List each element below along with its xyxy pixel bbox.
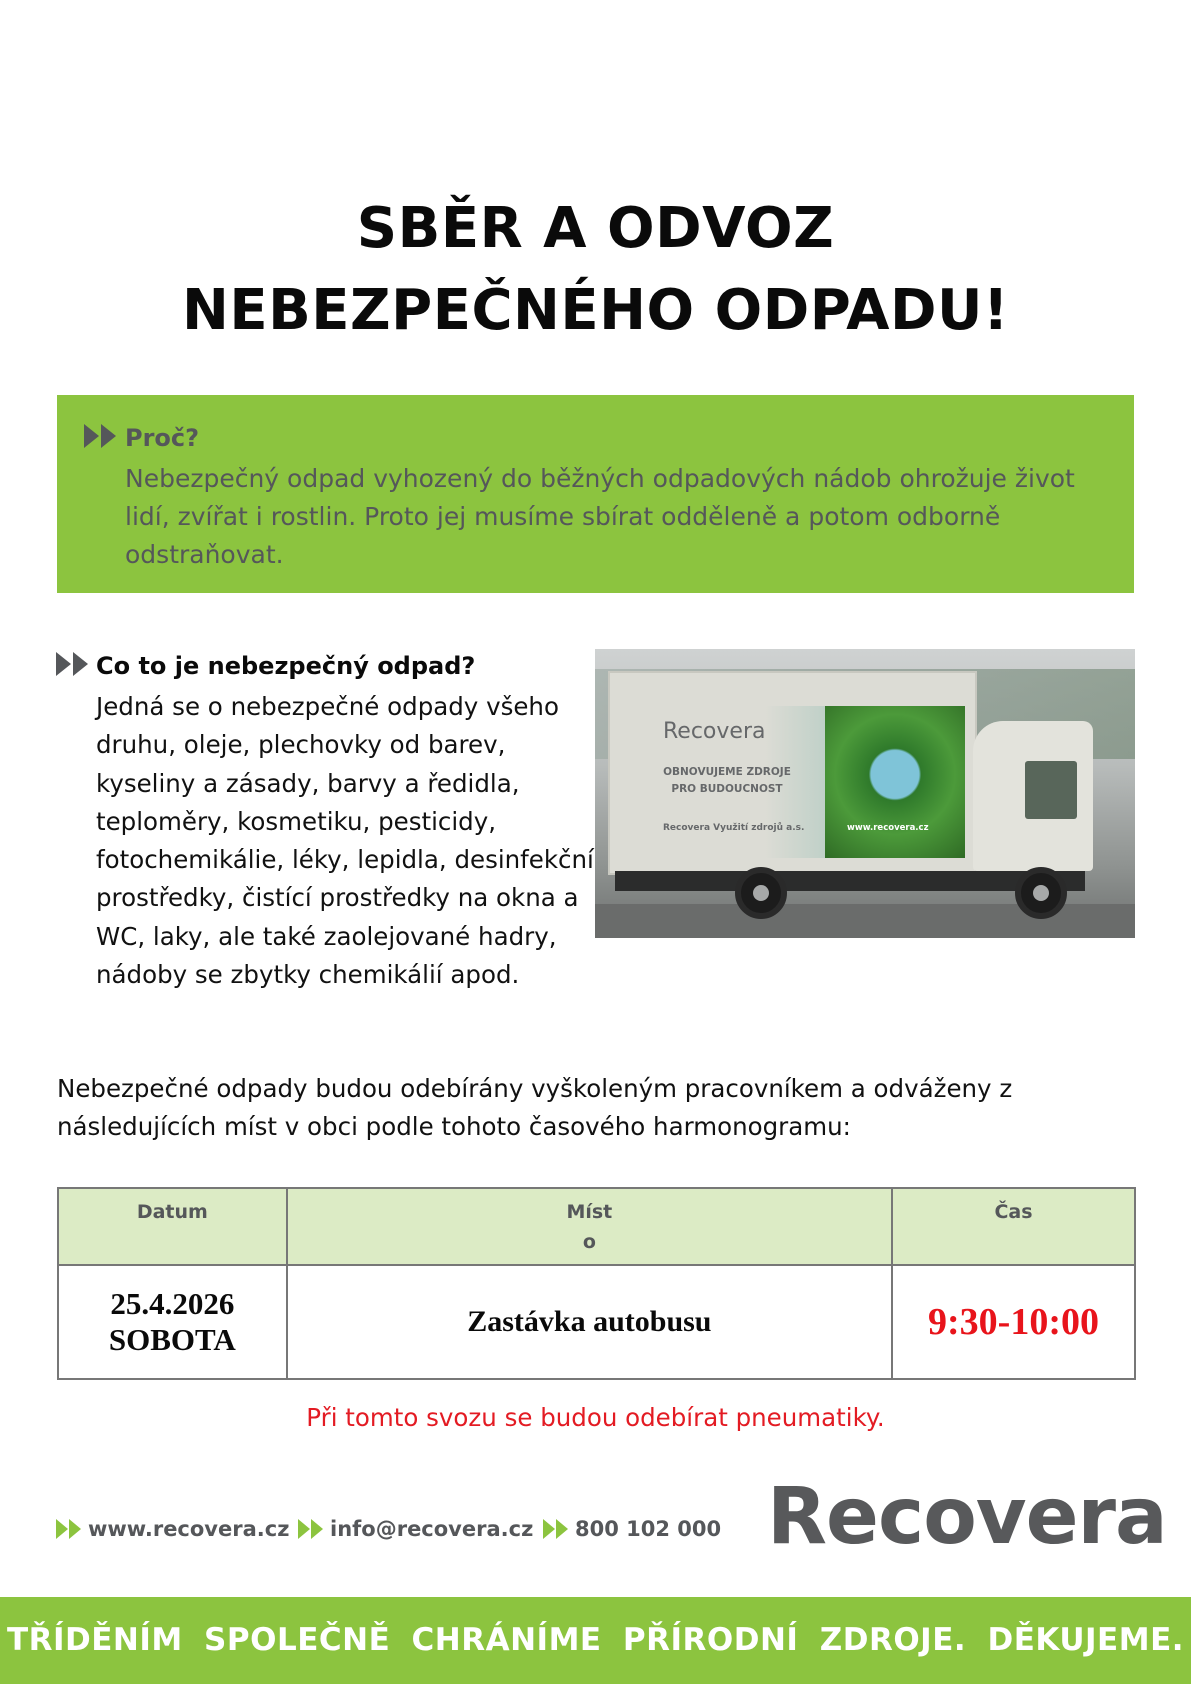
double-arrow-icon (298, 1519, 324, 1539)
cell-time: 9:30-10:00 (892, 1265, 1135, 1379)
contact-web (56, 1517, 289, 1541)
why-text: Nebezpečný odpad vyhozený do běžných odpadových nádob ohrožuje život lidí, zvířat i rostlin. Proto jej musíme sbírat odděleně a potom odborně odstraňovat. (125, 464, 1075, 569)
slogan-line-2: PRO BUDOUCNOST (671, 783, 783, 795)
what-text: Jedná se o nebezpečné odpady všeho druhu, oleje, plechovky od barev, kyseliny a zásady, barvy a ředidla, teploměry, kosmetiku, pesticidy, fotochemikálie, léky, lepidla, desinfekční prostředky, čistící prostředky na okna a WC, laky, ale také zaolejované hadry, nádoby se zbytky chemikálií apod. (96, 692, 594, 990)
what-heading: Co to je nebezpečný odpad? (96, 652, 476, 680)
truck-photo (595, 649, 1135, 938)
header-place-line-1: Míst (566, 1201, 613, 1223)
header-place-line-2: o (582, 1231, 596, 1253)
why-heading: Proč? (125, 424, 200, 452)
footer-slogan: TŘÍDĚNÍM SPOLEČNĚ CHRÁNÍME PŘÍRODNÍ ZDROJE. DĚKUJEME. (6, 1622, 1185, 1658)
header-date: Datum (58, 1188, 287, 1265)
table-header-row (58, 1188, 1135, 1265)
day-value: SOBOTA (108, 1322, 236, 1357)
contact-phone (543, 1517, 721, 1541)
recycle-forest-art (825, 706, 965, 858)
cell-date (58, 1265, 287, 1379)
cell-place: Zastávka autobusu (287, 1265, 892, 1379)
wheel-icon (1015, 867, 1067, 919)
truck-website: www.recovera.cz (847, 823, 929, 833)
double-arrow-icon (84, 424, 118, 448)
website-link[interactable]: www.recovera.cz (88, 1517, 290, 1541)
header-time: Čas (892, 1188, 1135, 1265)
page-title (0, 188, 1191, 352)
contact-email (298, 1517, 533, 1541)
schedule-table (57, 1187, 1136, 1380)
truck-window (1025, 761, 1077, 819)
recovera-logo: Recovera (767, 1472, 1167, 1562)
wheel-icon (735, 867, 787, 919)
phone-number: 800 102 000 (575, 1517, 722, 1541)
date-value: 25.4.2026 (110, 1286, 235, 1321)
title-line-1: SBĚR A ODVOZ (356, 196, 835, 261)
truck-slogan (657, 764, 797, 798)
truck-logo: Recovera (663, 719, 766, 744)
table-row (58, 1265, 1135, 1379)
header-place (287, 1188, 892, 1265)
double-arrow-icon (543, 1519, 569, 1539)
double-arrow-icon (56, 652, 90, 676)
slogan-line-1: OBNOVUJEME ZDROJE (663, 766, 791, 778)
tires-note: Při tomto svozu se budou odebírat pneumatiky. (306, 1403, 885, 1432)
schedule-intro: Nebezpečné odpady budou odebírány vyškoleným pracovníkem a odváženy z následujících míst v obci podle tohoto časového harmonogramu: (57, 1074, 1013, 1141)
double-arrow-icon (56, 1519, 82, 1539)
truck-company: Recovera Využití zdrojů a.s. (663, 823, 805, 833)
title-line-2: NEBEZPEČNÉHO ODPADU! (182, 278, 1009, 343)
email-link[interactable]: info@recovera.cz (330, 1517, 534, 1541)
